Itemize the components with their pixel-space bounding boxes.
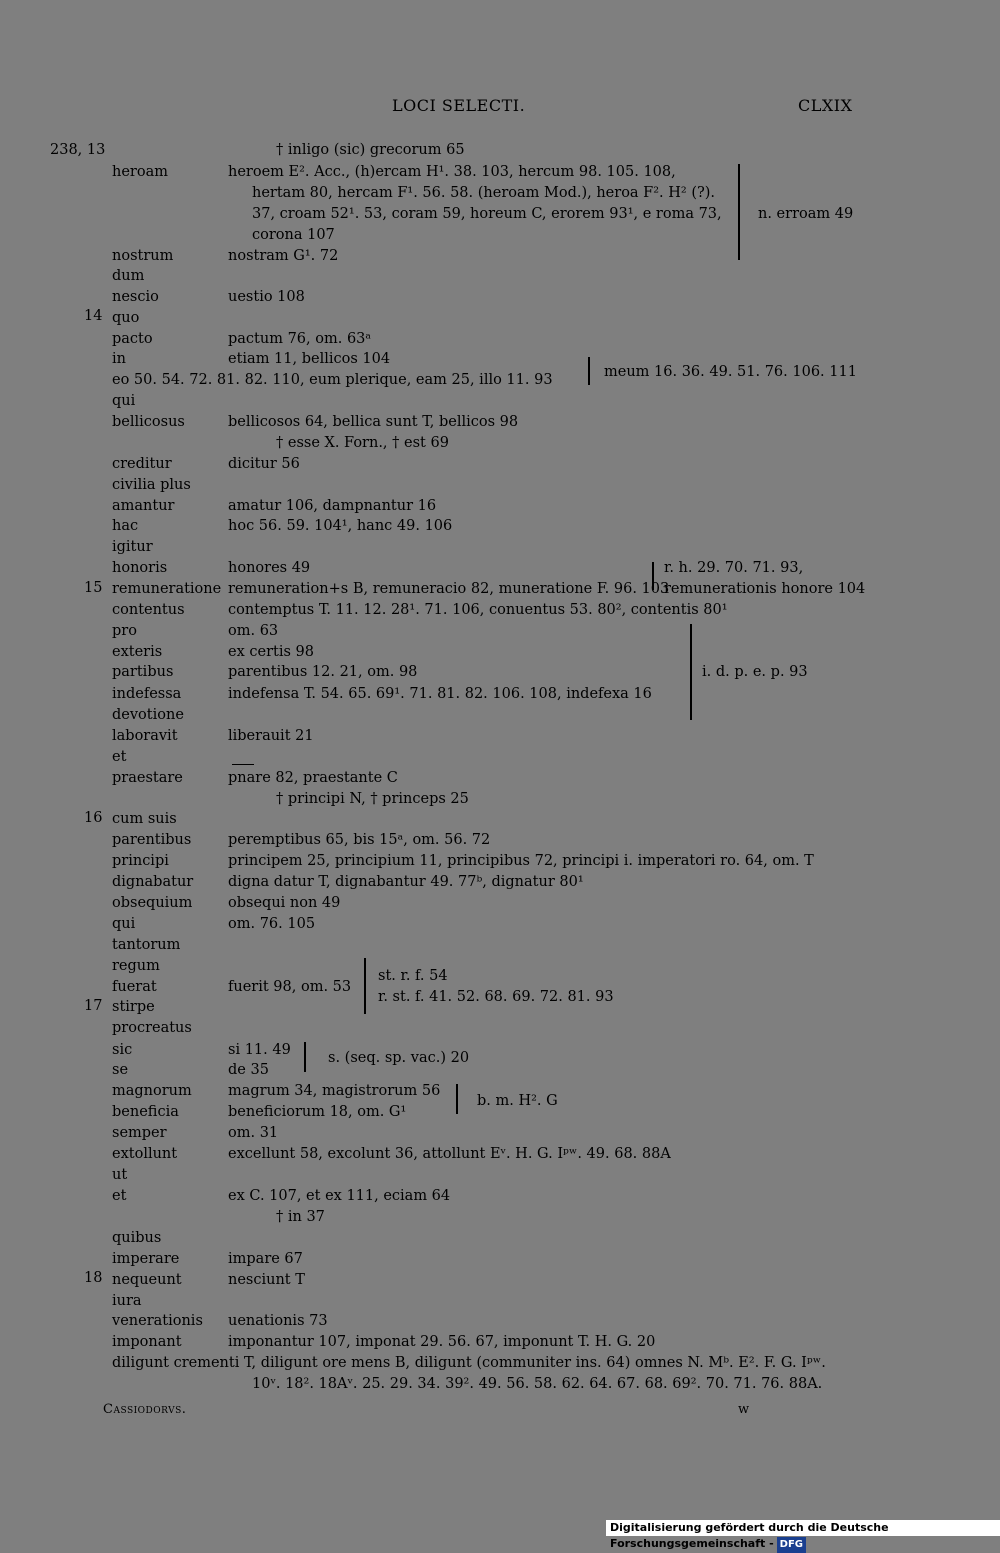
- variant-reading: liberauit 21: [228, 728, 314, 744]
- variant-reading: 10ᵛ. 18². 18Aᵛ. 25. 29. 34. 39². 49. 56. 58. 62. 64. 67. 68. 69². 70. 71. 76. 88A.: [252, 1376, 823, 1392]
- variant-reading: indefensa T. 54. 65. 69¹. 71. 81. 82. 106. 108, indefexa 16: [228, 686, 652, 702]
- variant-reading: om. 63: [228, 623, 279, 639]
- lemma-word: et: [112, 749, 127, 765]
- variant-reading: obsequi non 49: [228, 895, 341, 911]
- lemma-word: civilia plus: [112, 477, 191, 493]
- lemma-word: obsequium: [112, 895, 193, 911]
- variant-reading: † esse X. Forn., † est 69: [276, 435, 449, 451]
- variant-reading: nesciunt T: [228, 1272, 305, 1288]
- brace-honoris: [652, 562, 654, 590]
- lemma-word: in: [112, 351, 126, 367]
- digitization-text: Digitalisierung gefördert durch die Deutsche Forschungsgemeinschaft -: [610, 1521, 889, 1550]
- footer-signature: w: [738, 1402, 750, 1417]
- lemma-word: procreatus: [112, 1020, 192, 1036]
- lemma-word: imponant: [112, 1334, 182, 1350]
- variant-reading: corona 107: [252, 227, 335, 243]
- brace-heroam: [738, 164, 740, 260]
- variant-reading: honores 49: [228, 560, 311, 576]
- lemma-word: bellicosus: [112, 414, 185, 430]
- variant-reading: hertam 80, hercam F¹. 56. 58. (heroam Mod.), heroa F². H² (?).: [252, 185, 716, 201]
- lemma-word: indefessa: [112, 686, 182, 702]
- lemma-word: creditur: [112, 456, 172, 472]
- brace-sic: [304, 1042, 306, 1072]
- lemma-word: honoris: [112, 560, 168, 576]
- variant-reading: om. 31: [228, 1125, 279, 1141]
- lemma-word: extollunt: [112, 1146, 178, 1162]
- brace-regum: [364, 958, 366, 1014]
- lemma-word: venerationis: [112, 1313, 203, 1329]
- variant-reading: om. 76. 105: [228, 916, 316, 932]
- lemma-word: remuneratione: [112, 581, 222, 597]
- variant-reading: digna datur T, dignabantur 49. 77ᵇ, dignatur 80¹: [228, 874, 584, 890]
- lemma-word: beneficia: [112, 1104, 179, 1120]
- lemma-word: nostrum: [112, 248, 174, 264]
- variant-reading: st. r. f. 54: [378, 968, 448, 984]
- lemma-word: dum: [112, 268, 145, 284]
- lemma-word: heroam: [112, 164, 168, 180]
- lemma-word: tantorum: [112, 937, 181, 953]
- variant-reading: b. m. H². G: [477, 1093, 558, 1109]
- lemma-word: nescio: [112, 289, 159, 305]
- lemma-word: partibus: [112, 664, 174, 680]
- variant-reading: r. h. 29. 70. 71. 93,: [664, 560, 804, 576]
- lemma-word: se: [112, 1062, 129, 1078]
- variant-reading: dicitur 56: [228, 456, 300, 472]
- digitization-notice: [606, 1520, 1000, 1550]
- line-number: 17: [84, 998, 103, 1014]
- variant-reading: beneficiorum 18, om. G¹: [228, 1104, 407, 1120]
- lemma-word: stirpe: [112, 999, 155, 1015]
- variant-reading: ex C. 107, et ex 111, eciam 64: [228, 1188, 451, 1204]
- variant-reading: de 35: [228, 1062, 269, 1078]
- variant-reading: magrum 34, magistrorum 56: [228, 1083, 441, 1099]
- lemma-word: fuerat: [112, 979, 157, 995]
- variant-reading: † in 37: [276, 1209, 325, 1225]
- variant-reading: s. (seq. sp. vac.) 20: [328, 1050, 470, 1066]
- variant-reading: excellunt 58, excolunt 36, attollunt Eᵛ. H. G. Iᵖʷ. 49. 68. 88A: [228, 1146, 671, 1162]
- lemma-word: imperare: [112, 1251, 180, 1267]
- lemma-word: magnorum: [112, 1083, 192, 1099]
- lemma-word: igitur: [112, 539, 153, 555]
- variant-reading: pnare 82, praestante C: [228, 770, 398, 786]
- line-number: 15: [84, 580, 103, 596]
- lemma-word: semper: [112, 1125, 167, 1141]
- lemma-word: regum: [112, 958, 160, 974]
- lemma-word: exteris: [112, 644, 163, 660]
- lemma-word: hac: [112, 518, 139, 534]
- variant-reading: pactum 76, om. 63ᵃ: [228, 331, 371, 347]
- variant-reading: heroem E². Acc., (h)ercam H¹. 38. 103, hercum 98. 105. 108,: [228, 164, 676, 180]
- lemma-word: laboravit: [112, 728, 178, 744]
- variant-reading: † principi N, † princeps 25: [276, 791, 469, 807]
- variant-reading: uestio 108: [228, 289, 305, 305]
- lemma-word: sic: [112, 1042, 133, 1058]
- lemma-word: parentibus: [112, 832, 192, 848]
- line-number: 14: [84, 308, 103, 324]
- variant-reading: hoc 56. 59. 104¹, hanc 49. 106: [228, 518, 453, 534]
- footer-author: Cassiodorvs.: [103, 1402, 187, 1417]
- variant-reading: uenationis 73: [228, 1313, 328, 1329]
- variant-reading: remuneration+s B, remuneracio 82, muneratione F. 96. 103: [228, 581, 670, 597]
- variant-reading: remunerationis honore 104: [664, 581, 866, 597]
- variant-reading: amatur 106, dampnantur 16: [228, 498, 437, 514]
- lemma-word: qui: [112, 393, 136, 409]
- lemma-word: ut: [112, 1167, 128, 1183]
- lemma-word: devotione: [112, 707, 184, 723]
- lemma-word: praestare: [112, 770, 183, 786]
- lemma-word: cum suis: [112, 811, 177, 827]
- lemma-word: principi: [112, 853, 169, 869]
- lemma-word: contentus: [112, 602, 185, 618]
- variant-reading: eo 50. 54. 72. 81. 82. 110, eum plerique, eam 25, illo 11. 93: [112, 372, 553, 388]
- lemma-word: dignabatur: [112, 874, 194, 890]
- line-number: 18: [84, 1270, 103, 1286]
- lemma-word: pacto: [112, 331, 153, 347]
- lemma-word: qui: [112, 916, 136, 932]
- variant-reading: nostram G¹. 72: [228, 248, 339, 264]
- lemma-word: nequeunt: [112, 1272, 182, 1288]
- variant-reading: diligunt crementi T, diligunt ore mens B, diligunt (communiter ins. 64) omnes N. Mᵇ. E². F. G. Iᵖʷ.: [112, 1355, 826, 1371]
- variant-reading: meum 16. 36. 49. 51. 76. 106. 111: [604, 364, 857, 380]
- lemma-word: iura: [112, 1293, 142, 1309]
- variant-reading: † inligo (sic) grecorum 65: [276, 142, 465, 158]
- lemma-word: pro: [112, 623, 137, 639]
- dfg-logo: DFG: [777, 1537, 806, 1553]
- running-title: LOCI SELECTI.: [392, 96, 526, 115]
- brace-magnorum: [456, 1084, 458, 1114]
- variant-reading: principem 25, principium 11, principibus 72, principi i. imperatori ro. 64, om. T: [228, 853, 814, 869]
- line-number: 16: [84, 810, 103, 826]
- variant-reading: etiam 11, bellicos 104: [228, 351, 391, 367]
- variant-reading: contemptus T. 11. 12. 28¹. 71. 106, conuentus 53. 80², contentis 80¹: [228, 602, 728, 618]
- variant-reading: bellicosos 64, bellica sunt T, bellicos 98: [228, 414, 519, 430]
- variant-reading: ex certis 98: [228, 644, 314, 660]
- variant-reading: imponantur 107, imponat 29. 56. 67, imponunt T. H. G. 20: [228, 1334, 656, 1350]
- lemma-word: quibus: [112, 1230, 162, 1246]
- line-number: 238, 13: [50, 142, 106, 158]
- variant-reading: si 11. 49: [228, 1042, 291, 1058]
- variant-reading: n. erroam 49: [758, 206, 854, 222]
- variant-reading: r. st. f. 41. 52. 68. 69. 72. 81. 93: [378, 989, 614, 1005]
- variant-reading: peremptibus 65, bis 15ᵃ, om. 56. 72: [228, 832, 491, 848]
- lemma-word: quo: [112, 310, 140, 326]
- variant-reading: fuerit 98, om. 53: [228, 979, 352, 995]
- line-mark: [232, 764, 254, 765]
- brace-pro: [690, 624, 692, 720]
- lemma-word: amantur: [112, 498, 175, 514]
- variant-reading: i. d. p. e. p. 93: [702, 664, 808, 680]
- variant-reading: 37, croam 52¹. 53, coram 59, horeum C, erorem 93¹, e roma 73,: [252, 206, 722, 222]
- variant-reading: impare 67: [228, 1251, 303, 1267]
- variant-reading: parentibus 12. 21, om. 98: [228, 664, 418, 680]
- lemma-word: et: [112, 1188, 127, 1204]
- page-number: CLXIX: [798, 96, 853, 115]
- brace-eo: [588, 357, 590, 385]
